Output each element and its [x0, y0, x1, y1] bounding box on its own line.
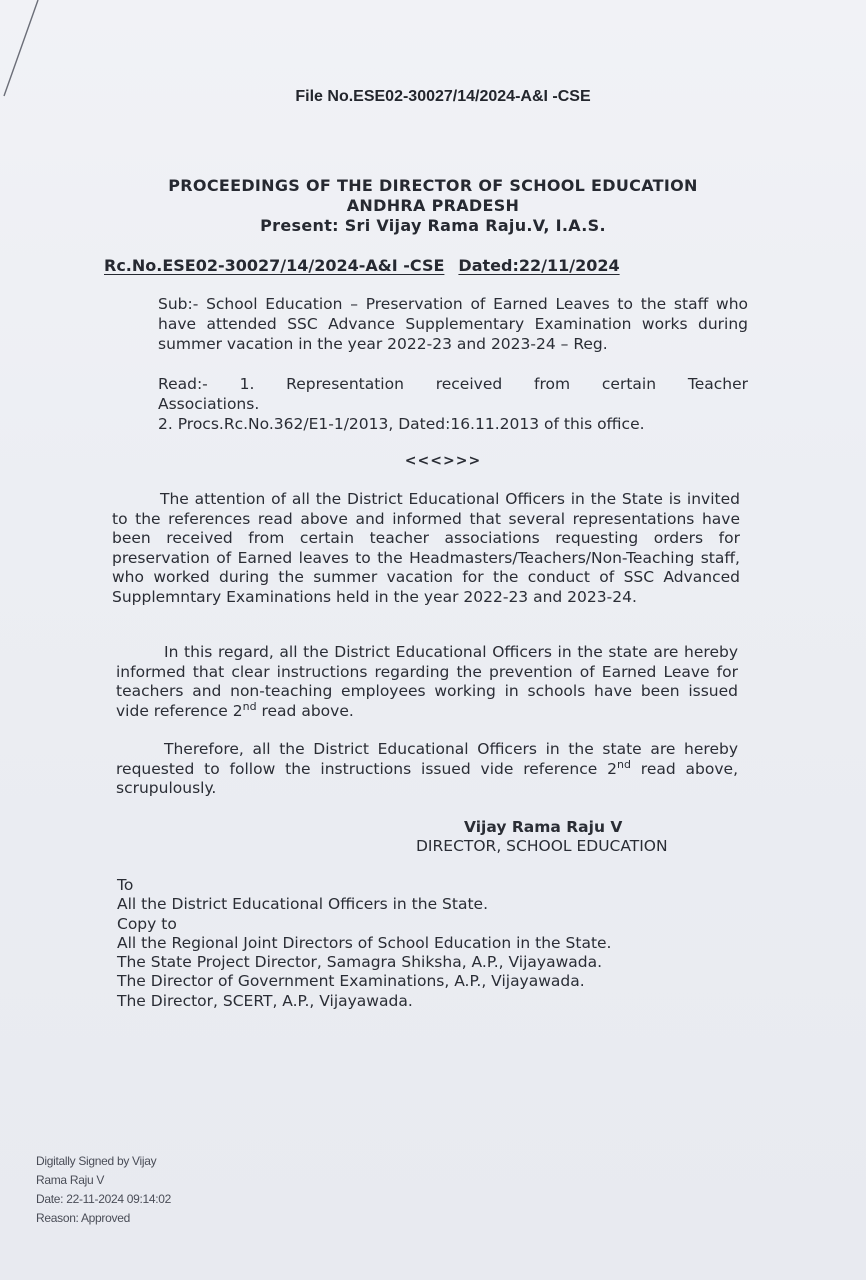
digital-sign-date: Date: 22-11-2024 09:14:02	[36, 1192, 172, 1206]
read-item-1-cont: Associations.	[158, 395, 260, 413]
heading-line-authority: PROCEEDINGS OF THE DIRECTOR OF SCHOOL EDUCATION	[168, 176, 698, 195]
body-paragraph-3	[116, 740, 738, 799]
file-number: File No.ESE02-30027/14/2024-A&I -CSE	[295, 88, 591, 105]
copy-to-label: Copy to	[117, 914, 177, 933]
signatory-title: DIRECTOR, SCHOOL EDUCATION	[416, 837, 668, 855]
read-item-2: 2. Procs.Rc.No.362/E1-1/2013, Dated:16.11.2013 of this office.	[158, 415, 645, 433]
body-paragraph-1	[112, 490, 740, 608]
copy-recipient: All the Regional Joint Directors of School Education in the State.	[117, 933, 612, 952]
to-label: To	[117, 876, 134, 894]
rc-date: Dated:22/11/2024	[458, 256, 620, 275]
heading-line-present: Present: Sri Vijay Rama Raju.V, I.A.S.	[260, 216, 606, 235]
digital-signature-block	[36, 1152, 171, 1228]
section-separator: <<<>>>	[404, 453, 482, 469]
rc-number: Rc.No.ESE02-30027/14/2024-A&I -CSE	[104, 256, 445, 275]
subject-block: Sub:- School Education – Preservation of Earned Leaves to the staff who have attended SSC Advance Supplementary Examination works during summer vacation in the year 2022-23 and 2023-24 – Reg.	[158, 295, 748, 353]
paragraph-3-text: Therefore, all the District Educational Officers in the state are hereby requested to follow the instructions issued vide reference 2nd read above, scrupulously.	[116, 740, 738, 798]
paragraph-1-text: The attention of all the District Educational Officers in the State is invited to the references read above and informed that several representations have been received from certain teacher associations requesting orders for preservation of Earned leaves to the Headmasters/Teachers/Non-Teaching staff, who worked during the summer vacation for the conduct of SSC Advanced Supplemntary Examinations held in the year 2022-23 and 2023-24.	[112, 490, 740, 606]
to-recipient: All the District Educational Officers in the State.	[117, 895, 489, 914]
body-paragraph-2	[116, 643, 738, 721]
read-item-1: Read:- 1. Representation received from certain Teacher	[158, 375, 748, 393]
read-block	[158, 374, 748, 434]
signatory-name: Vijay Rama Raju V	[464, 818, 623, 836]
digital-signer-name: Rama Raju V	[36, 1173, 105, 1187]
distribution-list	[117, 876, 611, 1011]
digital-sign-reason: Reason: Approved	[36, 1211, 130, 1225]
copy-recipient: The State Project Director, Samagra Shiksha, A.P., Vijayawada.	[117, 953, 603, 972]
copy-recipient: The Director of Government Examinations, A.P., Vijayawada.	[117, 972, 585, 991]
proceedings-heading	[0, 176, 866, 236]
reference-line	[104, 256, 664, 275]
digital-signed-by: Digitally Signed by Vijay	[36, 1154, 157, 1168]
paragraph-2-text: In this regard, all the District Educational Officers in the state are hereby informed that clear instructions regarding the prevention of Earned Leave for teachers and non-teaching employees working in schools have been issued vide reference 2nd read above.	[116, 643, 738, 720]
heading-line-state: ANDHRA PRADESH	[346, 196, 520, 215]
copy-recipient: The Director, SCERT, A.P., Vijayawada.	[117, 991, 413, 1010]
